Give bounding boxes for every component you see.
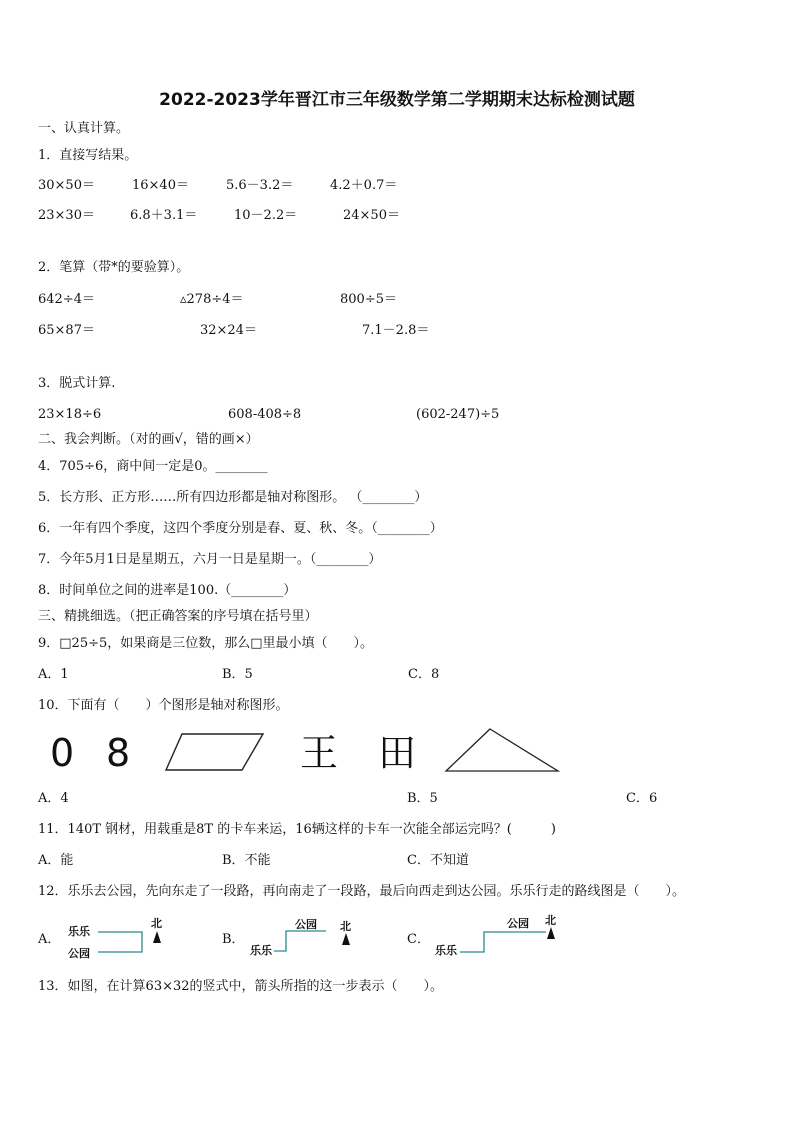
question-11: 11．140T 钢材，用载重是8T 的卡车来运，16辆这样的卡车一次能全部运完吗？( ) (38, 822, 556, 837)
north-label: 北 (151, 917, 162, 930)
section-heading-2: 二、我会判断。（对的画√，错的画×） (38, 432, 259, 447)
figure-eight: 8 (106, 731, 131, 775)
question-10: 10．下面有（ ）个图形是轴对称图形。 (38, 698, 289, 713)
option-c: C．6 (626, 791, 658, 806)
q1-item: 4.2＋0.7＝ (330, 178, 398, 193)
question-3-heading: 3．脱式计算. (38, 376, 116, 391)
section-heading-1: 一、认真计算。 (38, 121, 130, 136)
option-a: A．1 (38, 667, 69, 682)
route-b-start-label: 乐乐 (250, 944, 272, 957)
north-label: 北 (545, 914, 556, 927)
q3-item: 608-408÷8 (228, 407, 302, 422)
route-b-park-label: 公园 (295, 918, 317, 931)
option-b: B． (222, 932, 245, 947)
route-a-park-label: 公园 (68, 947, 90, 960)
north-arrow-icon (546, 926, 556, 940)
q1-item: 6.8＋3.1＝ (130, 208, 198, 223)
north-label: 北 (340, 920, 351, 933)
figure-tian: 田 (378, 731, 417, 775)
route-a-start-label: 乐乐 (68, 925, 90, 938)
route-c-park-label: 公园 (507, 917, 529, 930)
q2-item: 800÷5＝ (340, 292, 397, 307)
route-b-path (272, 925, 330, 955)
option-c: C．8 (408, 667, 440, 682)
route-a-path (96, 928, 146, 956)
question-1-heading: 1．直接写结果。 (38, 148, 138, 163)
question-5: 5．长方形、正方形……所有四边形都是轴对称图形。 （________） (38, 490, 428, 505)
option-c: C．不知道 (407, 853, 469, 868)
parallelogram-figure (160, 728, 270, 776)
question-2-heading: 2．笔算（带*的要验算）。 (38, 260, 190, 275)
option-c: C． (407, 932, 430, 947)
triangle-figure (440, 724, 564, 776)
option-a: A．能 (38, 853, 74, 868)
q1-item: 24×50＝ (343, 208, 400, 223)
figure-wang: 王 (300, 731, 339, 775)
q2-item: ▵278÷4＝ (180, 292, 244, 307)
route-c-start-label: 乐乐 (435, 944, 457, 957)
q3-item: (602-247)÷5 (416, 407, 500, 422)
q2-item: 7.1－2.8＝ (362, 323, 430, 338)
q3-item: 23×18÷6 (38, 407, 102, 422)
q1-item: 23×30＝ (38, 208, 95, 223)
q1-item: 30×50＝ (38, 178, 95, 193)
question-9: 9．□25÷5，如果商是三位数，那么□里最小填（ ）。 (38, 636, 374, 651)
q1-item: 5.6－3.2＝ (226, 178, 294, 193)
question-12: 12．乐乐去公园，先向东走了一段路，再向南走了一段路，最后向西走到达公园。乐乐行走的路线图是（ ）。 (38, 884, 686, 899)
north-arrow-icon (152, 930, 162, 944)
q1-item: 16×40＝ (132, 178, 189, 193)
question-8: 8．时间单位之间的进率是100.（________） (38, 583, 297, 598)
q2-item: 32×24＝ (200, 323, 257, 338)
option-b: B．5 (222, 667, 253, 682)
question-7: 7．今年5月1日是星期五，六月一日是星期一。（________） (38, 552, 382, 567)
q2-item: 642÷4＝ (38, 292, 95, 307)
section-heading-3: 三、精挑细选。（把正确答案的序号填在括号里） (38, 609, 318, 624)
question-4: 4．705÷6，商中间一定是0。________ (38, 459, 268, 474)
q1-item: 10－2.2＝ (234, 208, 298, 223)
option-b: B．不能 (222, 853, 271, 868)
page-title: 2022-2023学年晋江市三年级数学第二学期期末达标检测试题 (159, 90, 635, 110)
option-b: B．5 (407, 791, 438, 806)
figure-zero: 0 (50, 731, 75, 775)
q2-item: 65×87＝ (38, 323, 95, 338)
option-a: A．4 (38, 791, 69, 806)
route-c-path (458, 922, 550, 956)
question-6: 6．一年有四个季度，这四个季度分别是春、夏、秋、冬。（________） (38, 521, 443, 536)
option-a: A． (38, 932, 61, 947)
north-arrow-icon (341, 932, 351, 946)
question-13: 13．如图，在计算63×32的竖式中，箭头所指的这一步表示（ ）。 (38, 979, 444, 994)
